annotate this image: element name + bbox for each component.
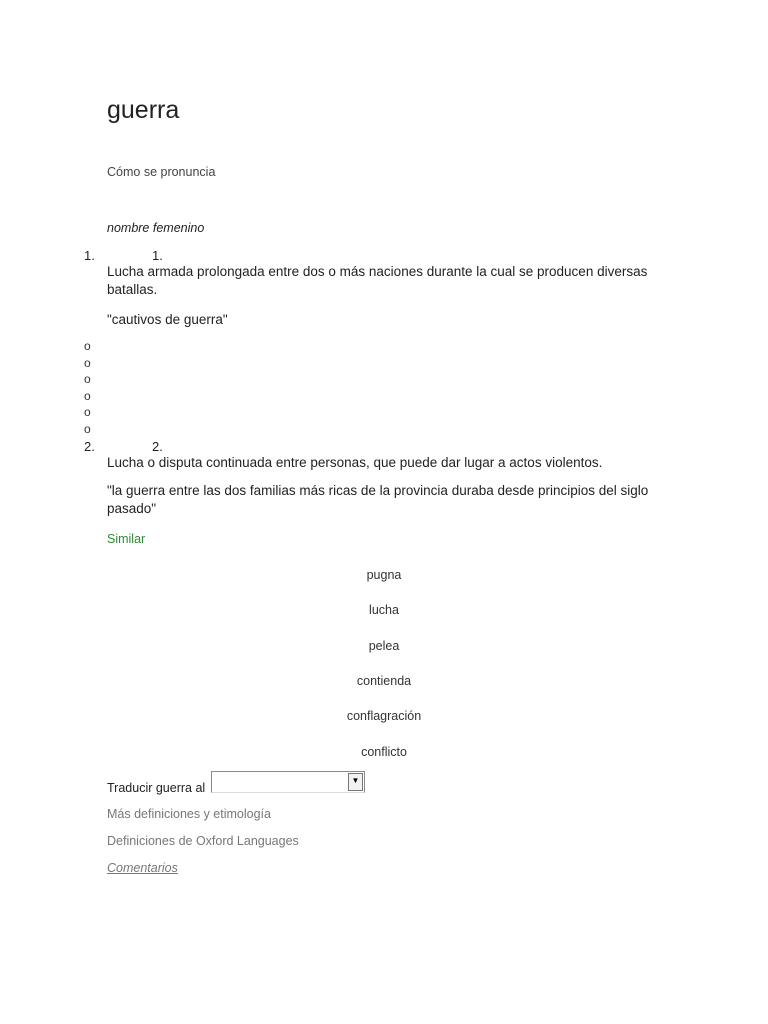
synonym-chip[interactable]: pugna (366, 568, 402, 582)
synonym-chip[interactable]: lucha (369, 603, 399, 617)
sub-bullet: o (84, 388, 91, 403)
synonym-chip[interactable]: conflicto (361, 745, 407, 759)
sub-bullet-list (84, 338, 91, 438)
definition-1: Lucha armada prolongada entre dos o más naciones durante la cual se producen diversas batallas. (107, 264, 648, 297)
more-definitions-link[interactable]: Más definiciones y etimología (107, 807, 271, 821)
translate-label: Traducir guerra al (107, 781, 206, 795)
sub-bullet: o (84, 339, 91, 353)
synonym-chip[interactable]: conflagración (346, 709, 422, 723)
sub-bullet: o (84, 355, 91, 370)
example-1: "cautivos de guerra" (107, 312, 228, 327)
synonym-chip[interactable]: contienda (356, 674, 412, 688)
part-of-speech: nombre femenino (107, 221, 205, 235)
source-attribution: Definiciones de Oxford Languages (107, 834, 299, 848)
sense-number-1: 1. (152, 248, 163, 263)
pronunciation-link[interactable]: Cómo se pronuncia (107, 165, 216, 179)
example-2: "la guerra entre las dos familias más ricas de la provincia duraba desde principios del siglo pasado" (107, 483, 649, 516)
language-select[interactable] (211, 771, 365, 793)
sub-bullet: o (84, 405, 91, 420)
definition-2: Lucha o disputa continuada entre personas, que puede dar lugar a actos violentos. (107, 455, 603, 470)
sub-bullet: o (84, 372, 91, 387)
synonym-chip[interactable]: pelea (368, 639, 400, 653)
headword: guerra (107, 96, 180, 124)
sense-number-2: 2. (152, 439, 163, 454)
list-number-2: 2. (84, 439, 95, 454)
dropdown-arrow-icon[interactable]: ▼ (348, 773, 363, 791)
similar-label[interactable]: Similar (107, 532, 146, 546)
comments-link[interactable]: Comentarios (107, 861, 178, 875)
list-number-1: 1. (84, 248, 95, 263)
sub-bullet: o (84, 421, 91, 436)
